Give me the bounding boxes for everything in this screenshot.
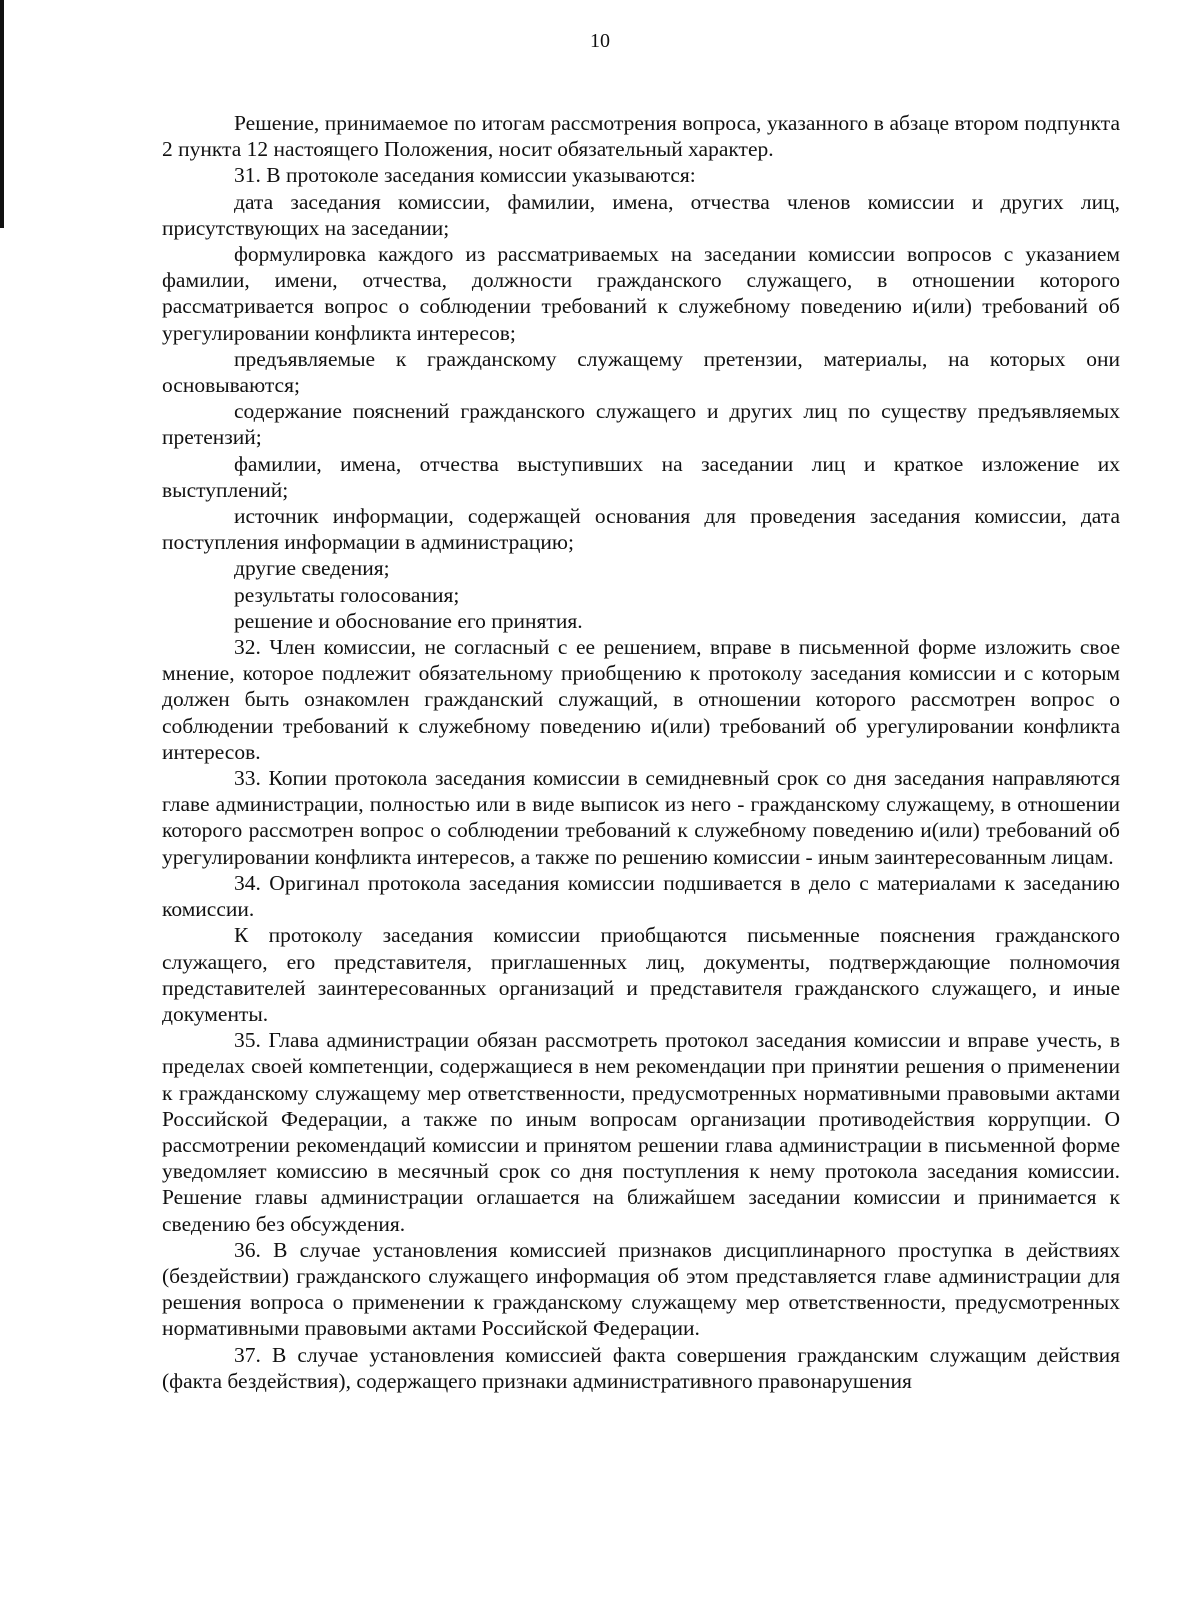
paragraph-31-claims: предъявляемые к гражданскому служащему претензии, материалы, на которых они основываются; <box>162 346 1120 398</box>
paragraph-34: 34. Оригинал протокола заседания комиссии подшивается в дело с материалами к заседанию комиссии. <box>162 870 1120 922</box>
paragraph-33: 33. Копии протокола заседания комиссии в семидневный срок со дня заседания направляются главе администрации, полностью или в виде выписок из него - гражданскому служащему, в отношении которого рассмотрен вопрос о соблюдении требований к служебному поведению и(или) требований об урегулировании конфликта интересов, а также по решению комиссии - иным заинтересованным лицам. <box>162 766 1120 869</box>
paragraph-31-explanations: содержание пояснений гражданского служащего и других лиц по существу предъявляемых претензий; <box>162 399 1120 450</box>
paragraph-31-wording: формулировка каждого из рассматриваемых на заседании комиссии вопросов с указанием фамилии, имени, отчества, должности гражданского служащего, в отношении которого рассматривается вопрос о соблюдении требований к служебному поведению и(или) требований об урегулировании конфликта интересов; <box>162 242 1120 345</box>
page-number: 10 <box>590 30 610 52</box>
paragraph-31-date: дата заседания комиссии, фамилии, имена, отчества членов комиссии и других лиц, присутствующих на заседании; <box>162 189 1120 240</box>
paragraph-decision-binding: Решение, принимаемое по итогам рассмотрения вопроса, указанного в абзаце втором подпункта 2 пункта 12 настоящего Положения, носит обязательный характер. <box>162 111 1120 162</box>
paragraph-31-decision: решение и обоснование его принятия. <box>234 608 583 633</box>
paragraph-37: 37. В случае установления комиссией факта совершения гражданским служащим действия (факта бездействия), содержащего признаки административного правонарушения <box>162 1342 1120 1393</box>
paragraph-31-other: другие сведения; <box>234 556 390 581</box>
document-body <box>162 110 1120 1394</box>
paragraph-31-source: источник информации, содержащей основания для проведения заседания комиссии, дата поступления информации в администрацию; <box>162 504 1120 555</box>
paragraph-35: 35. Глава администрации обязан рассмотреть протокол заседания комиссии и вправе учесть, в пределах своей компетенции, содержащиеся в нем рекомендации при принятии решения о применении к гражданскому служащему мер ответственности, предусмотренных нормативными правовыми актами Российской Федерации, а также по иным вопросам организации противодействия коррупции. О рассмотрении рекомендаций комиссии и принятом решении глава администрации в письменной форме уведомляет комиссию в месячный срок со дня поступления к нему протокола заседания комиссии. Решение главы администрации оглашается на ближайшем заседании комиссии и принимается к сведению без обсуждения. <box>162 1028 1120 1236</box>
paragraph-31-heading: 31. В протоколе заседания комиссии указываются: <box>234 163 696 188</box>
paragraph-32: 32. Член комиссии, не согласный с ее решением, вправе в письменной форме изложить свое мнение, которое подлежит обязательному приобщению к протоколу заседания комиссии и с которым должен быть ознакомлен гражданский служащий, в отношении которого рассмотрен вопрос о соблюдении требований к служебному поведению и(или) требований об урегулировании конфликта интересов. <box>162 635 1120 764</box>
paragraph-36: 36. В случае установления комиссией признаков дисциплинарного проступка в действиях (бездействии) гражданского служащего информация об этом представляется главе администрации для решения вопроса о применении к гражданскому служащему мер ответственности, предусмотренных нормативными правовыми актами Российской Федерации. <box>162 1237 1120 1341</box>
paragraph-31-votes: результаты голосования; <box>234 582 460 607</box>
paragraph-31-speakers: фамилии, имена, отчества выступивших на заседании лиц и краткое изложение их выступлений; <box>162 451 1120 502</box>
paragraph-34-attachments: К протоколу заседания комиссии приобщаются письменные пояснения гражданского служащего, его представителя, приглашенных лиц, документы, подтверждающие полномочия представителей заинтересованных организаций и представителя гражданского служащего, и иные документы. <box>162 923 1120 1026</box>
